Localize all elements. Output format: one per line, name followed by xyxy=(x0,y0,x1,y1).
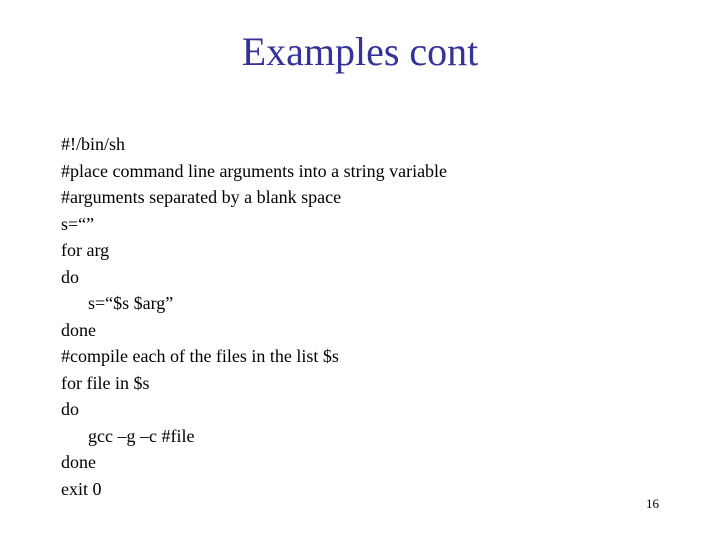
script-listing xyxy=(61,131,681,502)
code-line-shebang: #!/bin/sh xyxy=(61,134,126,154)
code-line-comment: #arguments separated by a blank space xyxy=(61,187,342,207)
code-line-indented: s=“$s $arg” xyxy=(88,293,174,313)
code-line: s=“” xyxy=(61,213,95,234)
page-number: 16 xyxy=(646,496,659,511)
code-line: exit 0 xyxy=(61,478,102,499)
code-line-indented: gcc –g –c #file xyxy=(88,425,195,446)
code-line: do xyxy=(61,266,79,287)
code-line: done xyxy=(61,452,96,472)
slide-title: Examples cont xyxy=(241,29,479,74)
code-line: done xyxy=(61,319,96,340)
code-line: for arg xyxy=(61,240,110,260)
code-line-comment: #compile each of the files in the list $s xyxy=(61,346,339,366)
code-line: for file in $s xyxy=(61,372,150,393)
code-line: do xyxy=(61,399,79,419)
code-line-comment: #place command line arguments into a string variable xyxy=(61,160,448,181)
